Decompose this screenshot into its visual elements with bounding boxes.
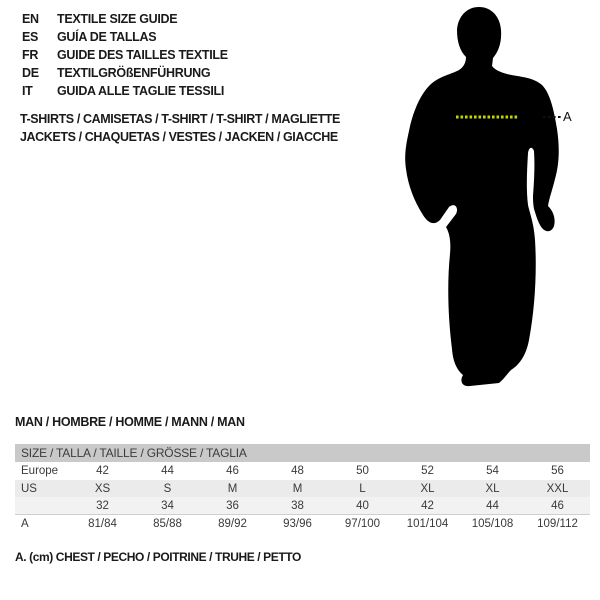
language-code: IT xyxy=(22,84,33,98)
table-cell: 105/108 xyxy=(471,518,514,530)
table-cell: 46 xyxy=(551,499,564,512)
table-cell: M xyxy=(227,482,238,495)
row-label: Europe xyxy=(21,465,59,477)
language-row xyxy=(22,28,228,46)
table-cell: L xyxy=(359,482,366,495)
language-code: EN xyxy=(22,12,39,26)
language-code: FR xyxy=(22,48,39,62)
table-cell: 44 xyxy=(486,499,499,512)
table-cell: XS xyxy=(94,482,111,495)
table-cell: 48 xyxy=(291,465,304,477)
table-cell: 40 xyxy=(356,499,369,512)
language-code: DE xyxy=(22,66,39,80)
category-lines xyxy=(20,110,340,146)
table-cell: S xyxy=(163,482,172,495)
table-cell: 44 xyxy=(161,465,174,477)
table-cell: 50 xyxy=(356,465,369,477)
table-cell: XL xyxy=(420,482,435,495)
table-cell: 97/100 xyxy=(344,518,381,530)
category-line: JACKETS / CHAQUETAS / VESTES / JACKEN / GIACCHE xyxy=(20,130,338,144)
table-row xyxy=(15,514,590,533)
table-cell: M xyxy=(292,482,303,495)
footnote: A. (cm) CHEST / PECHO / POITRINE / TRUHE / PETTO xyxy=(15,550,301,564)
row-label: A xyxy=(21,518,29,530)
table-cell: 42 xyxy=(421,499,434,512)
man-silhouette-figure xyxy=(400,0,580,395)
table-row xyxy=(15,497,590,514)
section-title: MAN / HOMBRE / HOMME / MANN / MAN xyxy=(15,415,245,429)
language-code: ES xyxy=(22,30,39,44)
language-row xyxy=(22,82,228,100)
language-label: GUIDA ALLE TAGLIE TESSILI xyxy=(57,84,225,98)
language-list xyxy=(22,10,228,100)
language-label: GUÍA DE TALLAS xyxy=(57,30,157,44)
language-row xyxy=(22,10,228,28)
table-cell: XXL xyxy=(546,482,569,495)
table-cell: XL xyxy=(485,482,500,495)
size-table-header: SIZE / TALLA / TAILLE / GRÖSSE / TAGLIA xyxy=(15,444,590,462)
table-row xyxy=(15,462,590,480)
table-cell: 34 xyxy=(161,499,174,512)
language-row xyxy=(22,64,228,82)
language-row xyxy=(22,46,228,64)
size-table xyxy=(15,444,590,533)
table-cell: 101/104 xyxy=(406,518,449,530)
table-cell: 52 xyxy=(421,465,434,477)
row-label: US xyxy=(21,482,37,495)
table-cell: 36 xyxy=(226,499,239,512)
table-cell: 109/112 xyxy=(537,518,578,530)
table-cell: 89/92 xyxy=(218,518,247,530)
table-cell: 42 xyxy=(96,465,109,477)
table-cell: 85/88 xyxy=(153,518,182,530)
table-cell: 32 xyxy=(96,499,109,512)
table-cell: 56 xyxy=(551,465,564,477)
table-cell: 38 xyxy=(291,499,304,512)
measure-point-label: A xyxy=(563,109,572,124)
table-row xyxy=(15,480,590,497)
table-cell: 46 xyxy=(226,465,239,477)
table-cell: 93/96 xyxy=(283,518,312,530)
language-label: TEXTILGRÖßENFÜHRUNG xyxy=(57,66,211,80)
category-line: T-SHIRTS / CAMISETAS / T-SHIRT / T-SHIRT / MAGLIETTE xyxy=(20,112,340,126)
table-cell: 81/84 xyxy=(88,518,117,530)
table-cell: 54 xyxy=(486,465,499,477)
language-label: TEXTILE SIZE GUIDE xyxy=(57,12,178,26)
man-silhouette xyxy=(405,7,559,386)
language-label: GUIDE DES TAILLES TEXTILE xyxy=(57,48,228,62)
